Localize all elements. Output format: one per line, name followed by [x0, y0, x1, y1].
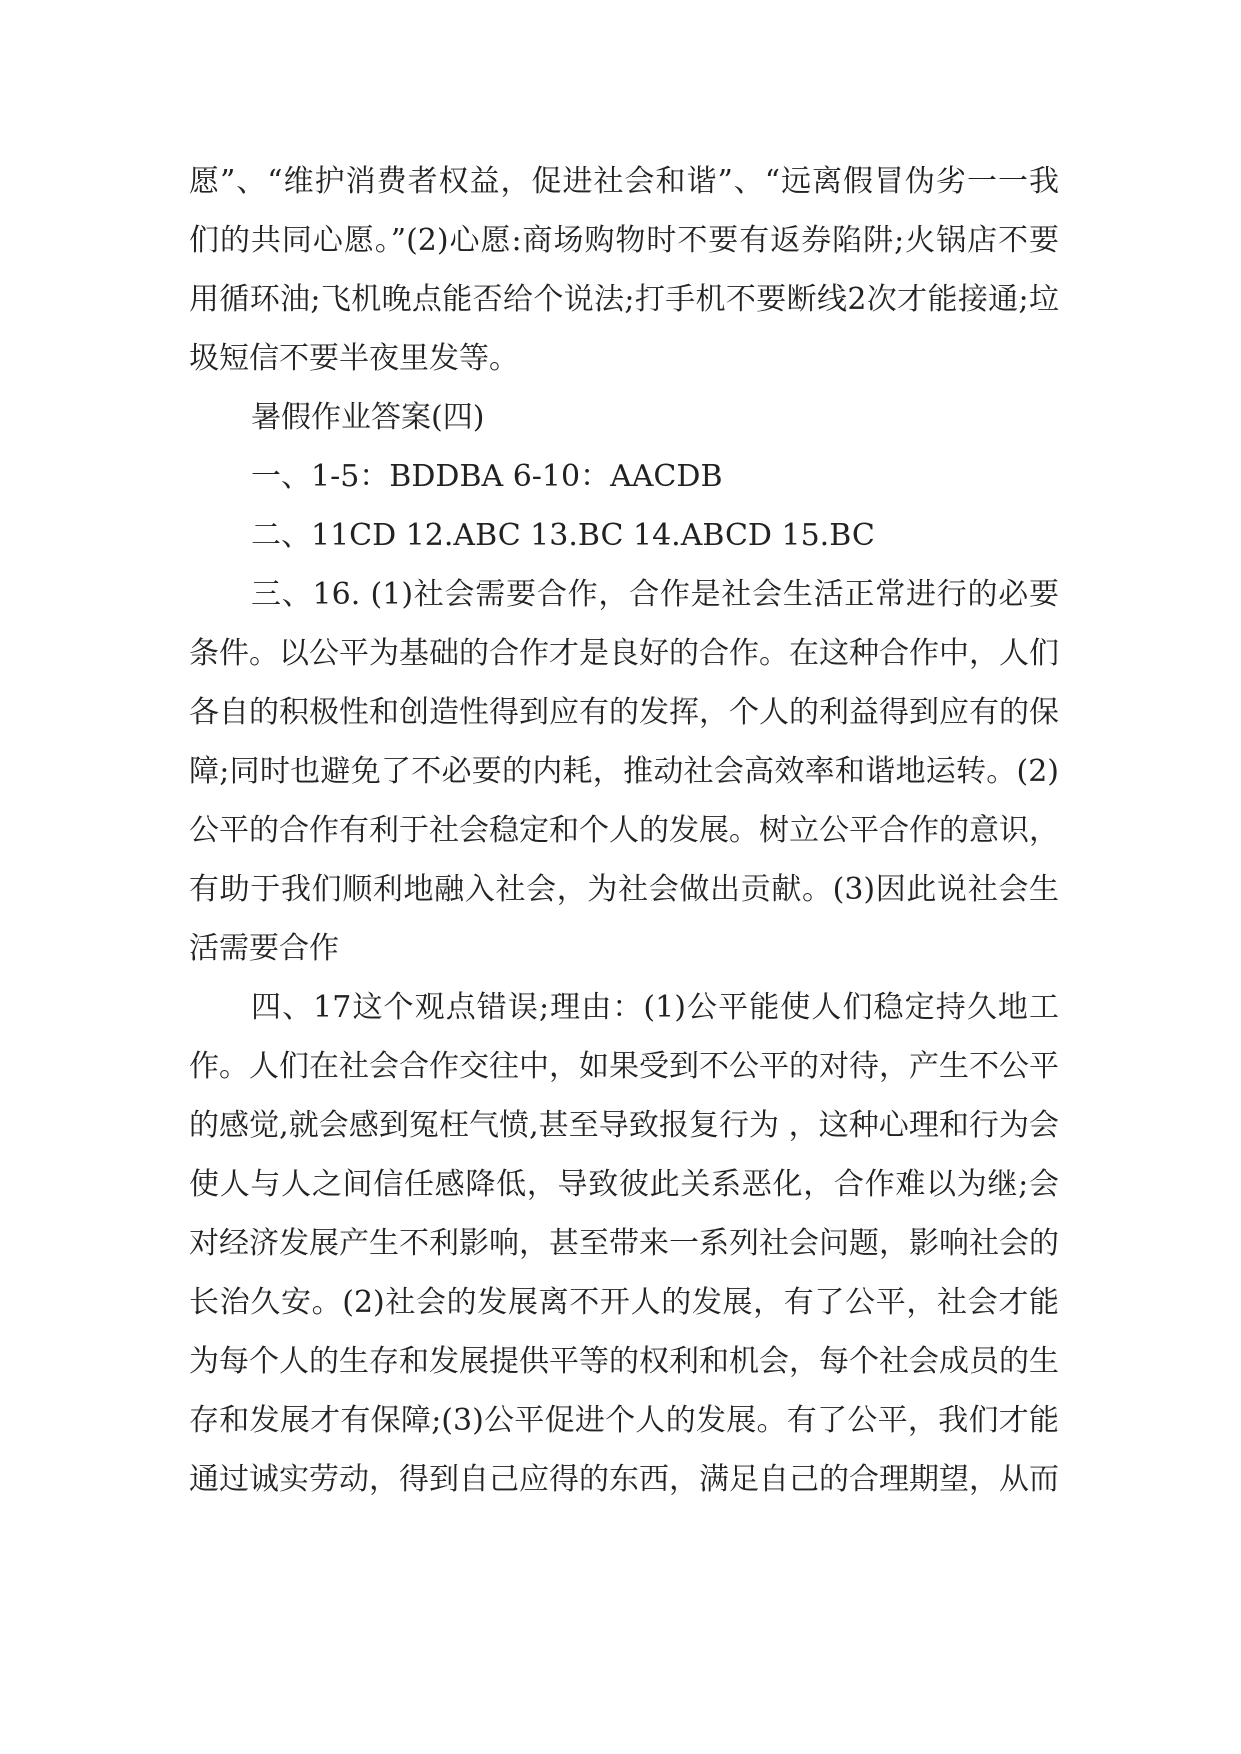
answer-part-1: 一、1-5：BDDBA 6-10：AACDB	[251, 459, 723, 494]
answer-part-3: 三、16. (1)社会需要合作，合作是社会生活正常进行的必要条件。以公平为基础的合作才是良好的合作。在这种合作中，人们各自的积极性和创造性得到应有的发挥，个人的利益得到应有的保障;同时也避免了不必要的内耗，推动社会高效率和谐地运转。(2)公平的合作有利于社会稳定和个人的发展。树立公平合作的意识，有助于我们顺利地融入社会，为社会做出贡献。(3)因此说社会生活需要合作	[189, 577, 1059, 966]
document-body	[189, 152, 1059, 1509]
section-heading-answers-4: 暑假作业答案(四)	[251, 400, 485, 435]
answer-part-2: 二、11CD 12.ABC 13.BC 14.ABCD 15.BC	[251, 518, 875, 553]
paragraph-continuation: 愿”、“维护消费者权益，促进社会和谐”、“远离假冒伪劣一一我们的共同心愿。”(2)心愿:商场购物时不要有返券陷阱;火锅店不要用循环油;飞机晚点能否给个说法;打手机不要断线2次才能接通;垃圾短信不要半夜里发等。	[189, 164, 1059, 376]
answer-part-4: 四、17这个观点错误;理由：(1)公平能使人们稳定持久地工作。人们在社会合作交往中，如果受到不公平的对待，产生不公平的感觉,就会感到冤枉气愤,甚至导致报复行为 ，这种心理和行为会使人与人之间信任感降低，导致彼此关系恶化，合作难以为继;会对经济发展产生不利影响，甚至带来一系列社会问题，影响社会的长治久安。(2)社会的发展离不开人的发展，有了公平，社会才能为每个人的生存和发展提供平等的权利和机会，每个社会成员的生存和发展才有保障;(3)公平促进个人的发展。有了公平，我们才能通过诚实劳动，得到自己应得的东西，满足自己的合理期望，从而	[189, 990, 1059, 1497]
